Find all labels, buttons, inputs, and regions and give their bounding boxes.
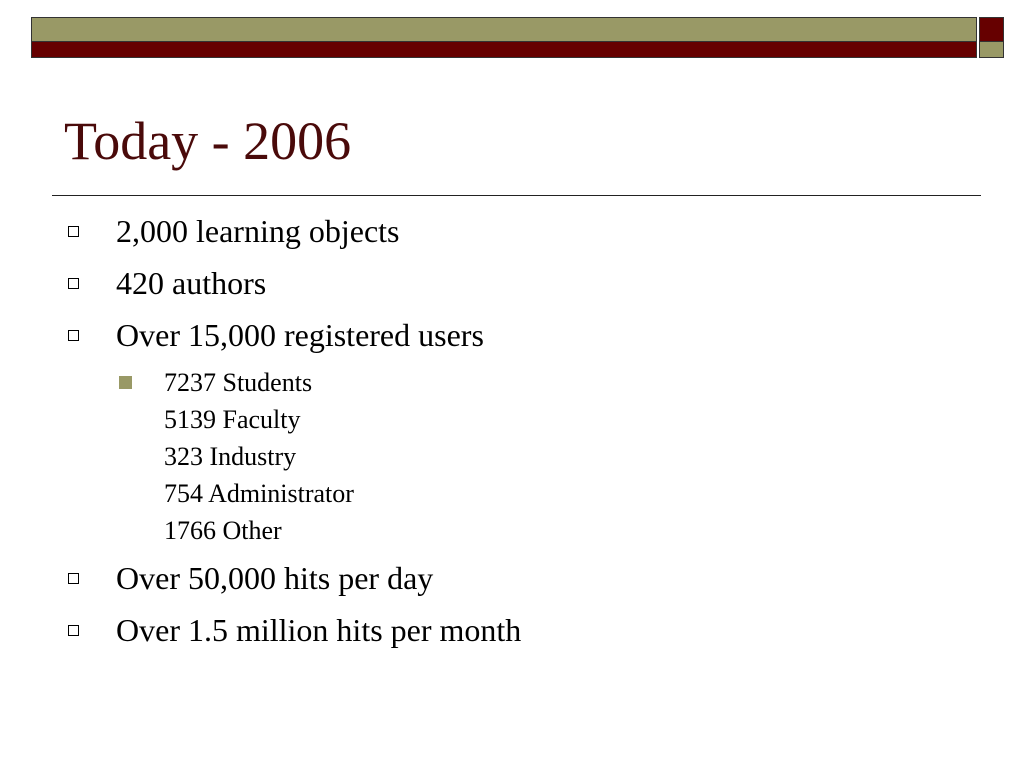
bullet-text: Over 15,000 registered users — [116, 317, 484, 353]
bullet-item — [64, 260, 521, 306]
hollow-square-bullet-icon — [68, 330, 79, 341]
bullet-text: 420 authors — [116, 265, 267, 301]
user-count-other: 1766 Other — [164, 516, 282, 545]
filled-square-bullet-icon — [119, 376, 132, 389]
hollow-square-bullet-icon — [68, 573, 79, 584]
hollow-square-bullet-icon — [68, 226, 79, 237]
title-divider — [52, 195, 981, 196]
sub-bullet-item — [64, 364, 521, 549]
hollow-square-bullet-icon — [68, 625, 79, 636]
bullet-text: 2,000 learning objects — [116, 213, 400, 249]
hollow-square-bullet-icon — [68, 278, 79, 289]
bullet-item — [64, 312, 521, 358]
bullet-item — [64, 555, 521, 601]
header-band-olive — [31, 17, 977, 42]
header-band-maroon — [31, 42, 977, 58]
bullet-text: Over 50,000 hits per day — [116, 560, 434, 596]
bullet-text: Over 1.5 million hits per month — [116, 612, 522, 648]
bullet-item — [64, 208, 521, 254]
user-count-students: 7237 Students — [164, 368, 313, 397]
corner-square-maroon — [979, 17, 1004, 42]
user-count-industry: 323 Industry — [164, 442, 297, 471]
corner-square-olive — [979, 42, 1004, 58]
bullet-item — [64, 607, 521, 653]
user-count-faculty: 5139 Faculty — [164, 405, 301, 434]
slide-title: Today - 2006 — [64, 111, 352, 171]
user-breakdown-list — [64, 364, 521, 549]
bullet-list — [64, 208, 521, 659]
user-count-administrator: 754 Administrator — [164, 479, 354, 508]
